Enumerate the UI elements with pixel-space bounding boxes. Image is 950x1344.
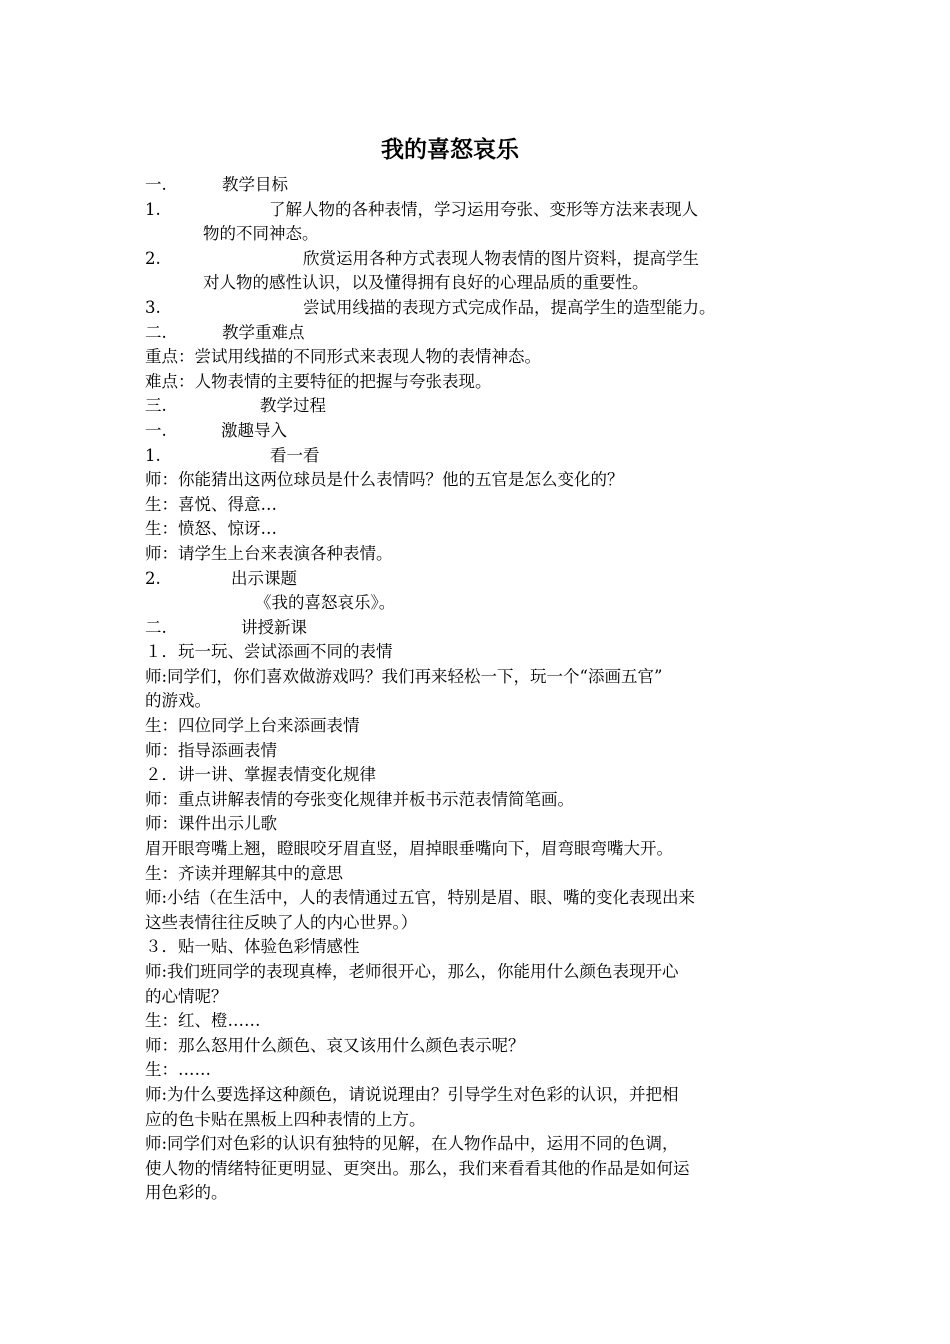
difficult-point: 难点：人物表情的主要特征的把握与夸张表现。	[145, 371, 492, 391]
step-number: 1.	[145, 445, 161, 465]
goal-item-2	[145, 247, 775, 272]
step-heading-color: ３．贴一贴、体验色彩情感性	[145, 937, 360, 957]
dialogue-line: 生：红、橙……	[145, 1011, 261, 1031]
course-title: 《我的喜怒哀乐》。	[255, 593, 396, 613]
dialogue-line: 师:小结（在生活中，人的表情通过五官，特别是眉、眼、嘴的变化表现出来	[145, 888, 696, 908]
step-heading-play: １．玩一玩、尝试添画不同的表情	[145, 642, 393, 662]
goal-number: 2.	[145, 248, 161, 268]
subsection-heading-intro	[145, 419, 775, 444]
nursery-rhyme: 眉开眼弯嘴上翘，瞪眼咬牙眉直竖，眉掉眼垂嘴向下，眉弯眼弯嘴大开。	[145, 839, 673, 859]
section-heading-key-points	[145, 321, 775, 346]
goal-item-1	[145, 198, 775, 223]
goal-text: 尝试用线描的表现方式完成作品，提高学生的造型能力。	[303, 297, 716, 317]
goal-text: 欣赏运用各种方式表现人物表情的图片资料，提高学生	[303, 248, 699, 268]
goal-item-2-continued: 对人物的感性认识，以及懂得拥有良好的心理品质的重要性。	[203, 273, 649, 293]
dialogue-line: 生：齐读并理解其中的意思	[145, 863, 343, 883]
dialogue-line-continued: 的心情呢？	[145, 986, 228, 1006]
dialogue-line: 师：指导添画表情	[145, 740, 277, 760]
section-number: 一.	[145, 175, 167, 194]
dialogue-line: 师：你能猜出这两位球员是什么表情吗？他的五官是怎么变化的？	[145, 470, 624, 490]
step-heading-explain: ２．讲一讲、掌握表情变化规律	[145, 765, 376, 785]
dialogue-line: 生：……	[145, 1060, 211, 1080]
step-heading-topic	[145, 567, 775, 592]
dialogue-line: 师：重点讲解表情的夸张变化规律并板书示范表情简笔画。	[145, 789, 574, 809]
dialogue-line-continued: 这些表情往往反映了人的内心世界。）	[145, 912, 418, 932]
dialogue-line: 生：愤怒、惊讶…	[145, 519, 277, 539]
dialogue-line: 师：那么怒用什么颜色、哀又该用什么颜色表示呢？	[145, 1035, 525, 1055]
document-title: 我的喜怒哀乐	[381, 136, 519, 163]
section-title: 教学重难点	[222, 322, 305, 342]
subsection-title: 讲授新课	[241, 617, 307, 637]
goal-number: 3.	[145, 297, 161, 317]
dialogue-line: 师:为什么要选择这种颜色，请说说理由？引导学生对色彩的认识，并把相	[145, 1084, 679, 1104]
dialogue-line-continued: 使人物的情绪特征更明显、更突出。那么，我们来看看其他的作品是如何运	[145, 1158, 690, 1178]
dialogue-line: 生：四位同学上台来添画表情	[145, 716, 360, 736]
key-point: 重点：尝试用线描的不同形式来表现人物的表情神态。	[145, 347, 541, 367]
step-title: 看一看	[270, 445, 320, 465]
section-title: 教学过程	[260, 396, 326, 416]
section-number: 三.	[145, 396, 167, 416]
section-heading-objectives	[145, 173, 775, 198]
dialogue-line-continued: 的游戏。	[145, 691, 211, 711]
dialogue-line: 师:同学们，你们喜欢做游戏吗？我们再来轻松一下，玩一个“添画五官”	[145, 666, 663, 686]
document-body	[145, 173, 775, 1206]
step-heading-look	[145, 444, 775, 469]
section-title: 教学目标	[222, 175, 288, 194]
goal-number: 1.	[145, 199, 161, 219]
subsection-number: 一.	[145, 420, 167, 440]
goal-text: 了解人物的各种表情，学习运用夸张、变形等方法来表现人	[269, 199, 698, 219]
subsection-heading-new-lesson	[145, 616, 775, 641]
dialogue-line: 师：课件出示儿歌	[145, 814, 277, 834]
dialogue-line-continued: 用色彩的。	[145, 1183, 228, 1203]
dialogue-line: 师:我们班同学的表现真棒，老师很开心，那么，你能用什么颜色表现开心	[145, 962, 679, 981]
dialogue-line: 生：喜悦、得意…	[145, 494, 277, 514]
section-number: 二.	[145, 322, 167, 342]
dialogue-line: 师：请学生上台来表演各种表情。	[145, 543, 393, 563]
dialogue-line: 师:同学们对色彩的认识有独特的见解，在人物作品中，运用不同的色调，	[145, 1134, 679, 1154]
goal-item-3	[145, 296, 775, 321]
step-number: 2.	[145, 568, 161, 588]
subsection-number: 二.	[145, 617, 167, 637]
dialogue-line-continued: 应的色卡贴在黑板上四种表情的上方。	[145, 1109, 426, 1129]
subsection-title: 激趣导入	[221, 420, 287, 440]
goal-item-1-continued: 物的不同神态。	[203, 224, 319, 244]
step-title: 出示课题	[231, 568, 297, 588]
section-heading-process	[145, 394, 775, 419]
